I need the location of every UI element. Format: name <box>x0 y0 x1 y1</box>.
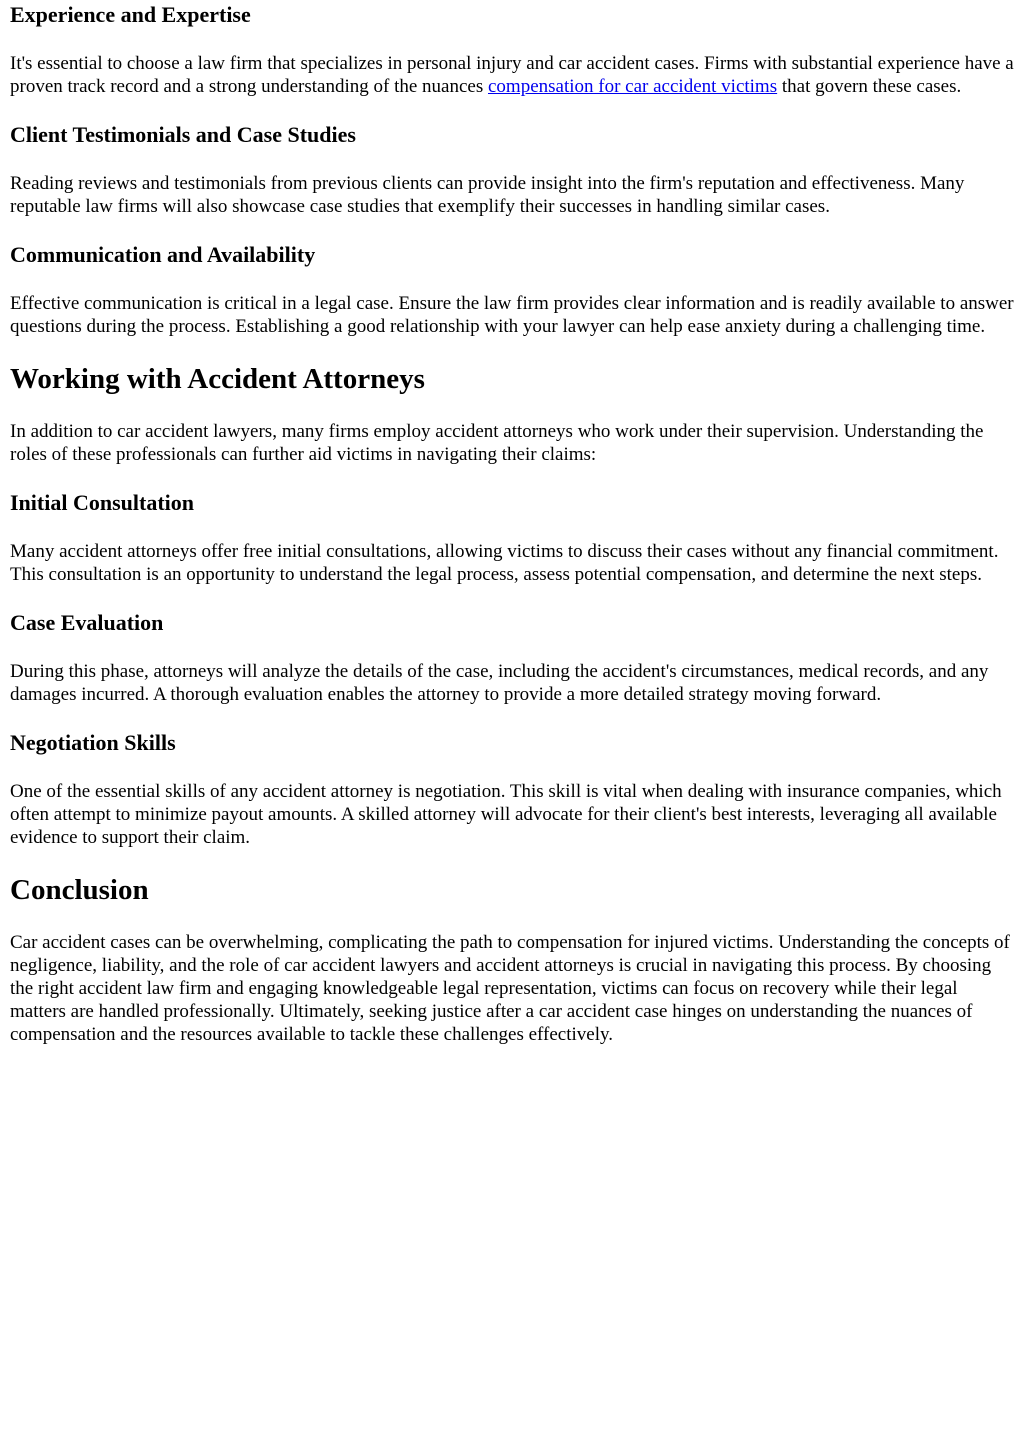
heading-initial-consultation: Initial Consultation <box>10 490 194 515</box>
paragraph-experience-text-start: It's essential to choose a law firm that specializes in personal injury and car accident cases. Firms with substantial experience have a proven track record and a strong understanding of the nuances <box>10 53 1014 97</box>
paragraph-communication: Effective communication is critical in a legal case. Ensure the law firm provides clear information and is readily available to answer questions during the process. Establishing a good relationship with your lawyer can help ease anxiety during a challenging time. <box>10 293 1014 337</box>
paragraph-consultation: Many accident attorneys offer free initial consultations, allowing victims to discuss their cases without any financial commitment. This consultation is an opportunity to understand the legal process, assess potential compensation, and determine the next steps. <box>10 541 999 585</box>
paragraph-testimonials: Reading reviews and testimonials from previous clients can provide insight into the firm's reputation and effectiveness. Many reputable law firms will also showcase case studies that exemplify their successes in handling similar cases. <box>10 173 965 217</box>
heading-experience-and-expertise: Experience and Expertise <box>10 2 251 27</box>
heading-case-evaluation: Case Evaluation <box>10 610 164 635</box>
paragraph-negotiation: One of the essential skills of any accident attorney is negotiation. This skill is vital when dealing with insurance companies, which often attempt to minimize payout amounts. A skilled attorney will advocate for their client's best interests, leveraging all available evidence to support their claim. <box>10 781 1002 848</box>
heading-communication-availability: Communication and Availability <box>10 242 316 267</box>
heading-working-with-accident-attorneys: Working with Accident Attorneys <box>10 363 425 395</box>
paragraph-experience-text-end: that govern these cases. <box>777 76 962 97</box>
paragraph-working: In addition to car accident lawyers, many firms employ accident attorneys who work under their supervision. Understanding the roles of these professionals can further aid victims in navigating their claims: <box>10 421 984 465</box>
heading-client-testimonials: Client Testimonials and Case Studies <box>10 122 356 147</box>
paragraph-conclusion: Car accident cases can be overwhelming, complicating the path to compensation for injured victims. Understanding the concepts of negligence, liability, and the role of car accident lawyers and accident attorneys is crucial in navigating this process. By choosing the right accident law firm and engaging knowledgeable legal representation, victims can focus on recovery while their legal matters are handled professionally. Ultimately, seeking justice after a car accident case hinges on understanding the nuances of compensation and the resources available to tackle these challenges effectively. <box>10 932 1010 1045</box>
heading-negotiation-skills: Negotiation Skills <box>10 730 176 755</box>
paragraph-evaluation: During this phase, attorneys will analyze the details of the case, including the accident's circumstances, medical records, and any damages incurred. A thorough evaluation enables the attorney to provide a more detailed strategy moving forward. <box>10 661 989 705</box>
heading-conclusion: Conclusion <box>10 874 149 906</box>
compensation-link[interactable]: compensation for car accident victims <box>488 76 778 97</box>
paragraph-experience <box>10 52 1014 98</box>
article-content <box>10 2 1014 1046</box>
